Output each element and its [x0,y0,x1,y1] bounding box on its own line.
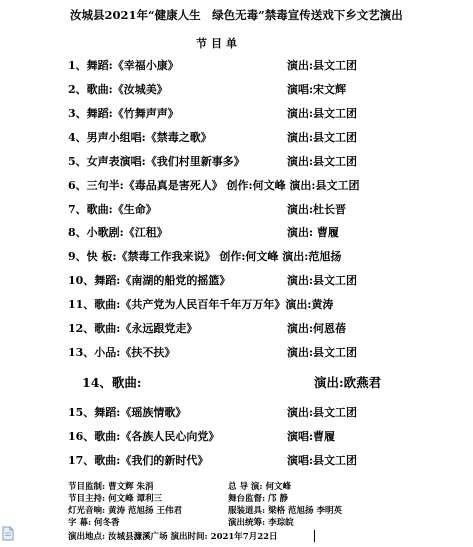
program-title: 13、小品:《扶不扶》 [68,346,176,359]
program-title: 2、歌曲:《汝城美》 [68,83,168,96]
program-performer: 演唱:县文工团 [287,454,358,467]
credit-left: 节目主持: 何文峰 谭利三 [68,494,163,504]
program-title: 15、舞蹈:《瑶族情歌》 [68,406,187,419]
program-title: 8、小歌剧:《江租》 [68,226,168,239]
program-performer: 演出:县文工团 [287,59,358,72]
program-performer: 演出: 曹履 [287,226,339,239]
credit-left: 灯光音响: 黄涛 范旭扬 王伟君 [68,506,183,516]
program-title: 10、舞蹈:《南湖的船党的摇篮》 [68,274,231,287]
credit-line [68,504,343,516]
program-performer: 演出:县文工团 [287,406,358,419]
program-performer: 演出:县文工团 [287,155,358,168]
document-title: 汝城县2021年“健康人生 绿色无毒”禁毒宣传送戏下乡文艺演出 [70,8,403,22]
program-title: 1、舞蹈:《幸福小康》 [68,59,179,72]
program-performer: 演出:杜长晋 [287,203,347,216]
credit-right: 舞台监督: 邝 静 [228,494,289,504]
program-performer: 演出:何恩蓓 [287,322,347,335]
program-performer: 演出:县文工团 [287,274,358,287]
program-title: 7、歌曲:《生命》 [68,203,157,216]
program-title: 4、男声小组唱:《禁毒之歌》 [68,131,212,144]
credit-left: 节目监制: 曹文辉 朱涓 [68,482,154,492]
credit-line [68,516,294,528]
program-performer: 演出:县文工团 [287,131,358,144]
program-title: 16、歌曲:《各族人民心向党》 [68,430,220,443]
program-title: 5、女声表演唱:《我们村里新事多》 [68,155,245,168]
credit-line [68,492,289,504]
credit-left: 演出地点: 汝城县濂溪广场 演出时间: 2021年7月22日 [68,532,278,542]
credit-right: 服装道具: 梁格 范旭扬 李明英 [228,506,343,516]
credit-left: 字 幕: 何冬香 [68,518,120,528]
program-title: 3、舞蹈:《竹舞声声》 [68,107,179,120]
document-icon[interactable] [2,526,14,541]
program-performer: 演唱:曹履 [287,430,336,443]
program-list-heading: 节目单 [196,37,241,50]
credit-right: 演出统筹: 李琮皖 [228,518,294,528]
credit-right: 总 导 演: 何文峰 [228,482,292,492]
program-performer: 演出:县文工团 [287,346,358,359]
text-cursor [314,530,315,542]
program-title: 6、三句半:《毒品真是害死人》 创作:何文峰 演出:县文工团 [68,179,360,192]
program-performer: 演出:欧燕君 [314,375,382,390]
program-title: 12、歌曲:《永远跟党走》 [68,322,198,335]
program-title: 9、快 板:《禁毒工作我来说》 创作:何文峰 演出:范旭扬 [68,250,342,263]
program-title: 17、歌曲:《我们的新时代》 [68,454,209,467]
credit-line [68,530,278,542]
program-performer: 演出:县文工团 [287,107,358,120]
program-performer: 演唱:宋文辉 [287,83,347,96]
program-title: 11、歌曲:《共产党为人民百年千年万万年》演出:黄涛 [68,298,334,311]
program-title: 14、歌曲: [82,375,142,390]
credit-line [68,480,292,492]
